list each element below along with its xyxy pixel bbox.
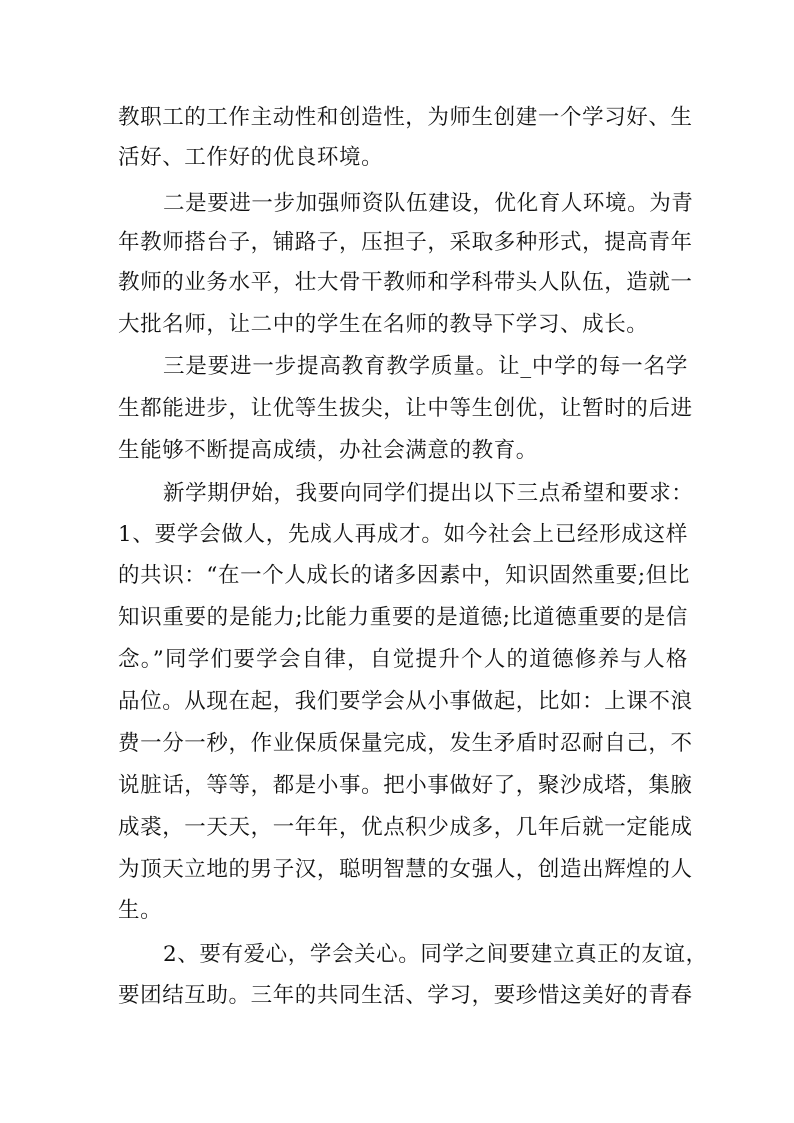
text-line: 知识重要的是能力;比能力重要的是道德;比道德重要的是信 [118, 605, 688, 630]
text-line: 的共识：“在一个人成长的诸多因素中，知识固然重要;但比 [118, 563, 690, 588]
text-line: 要团结互助。三年的共同生活、学习，要珍惜这美好的青春 [118, 983, 693, 1008]
text-line: 成裘，一天天，一年年，优点积少成多，几年后就一定能成 [118, 815, 693, 840]
paragraph-first-line: 二是要进一步加强师资队伍建设，优化育人环境。为青 [163, 191, 694, 216]
text-line: 生。 [118, 898, 163, 923]
text-line: 为顶天立地的男子汉，聪明智慧的女强人，创造出辉煌的人 [118, 857, 693, 882]
text-line: 年教师搭台子，铺路子，压担子，采取多种形式，提高青年 [118, 230, 693, 255]
text-line: 说脏话，等等，都是小事。把小事做好了，聚沙成塔，集腋 [118, 773, 693, 798]
text-line: 费一分一秒，作业保质保量完成，发生矛盾时忍耐自己，不 [118, 731, 693, 756]
text-line: 教师的业务水平，壮大骨干教师和学科带头人队伍，造就一 [118, 270, 693, 295]
paragraph-first-line: 新学期伊始，我要向同学们提出以下三点希望和要求： [163, 481, 694, 506]
text-line: 活好、工作好的优良环境。 [118, 145, 384, 170]
text-line: 生能够不断提高成绩，办社会满意的教育。 [118, 438, 538, 463]
text-line: 教职工的工作主动性和创造性，为师生创建一个学习好、生 [118, 105, 693, 130]
text-line: 大批名师，让二中的学生在名师的教导下学习、成长。 [118, 312, 649, 337]
text-line: 1、要学会做人，先成人再成才。如今社会上已经形成这样 [118, 522, 688, 547]
text-line: 念。”同学们要学会自律，自觉提升个人的道德修养与人格 [118, 647, 688, 672]
paragraph-first-line: 2、要有爱心，学会关心。同学之间要建立真正的友谊， [163, 942, 708, 967]
text-line: 生都能进步，让优等生拔尖，让中等生创优，让暂时的后进 [118, 396, 693, 421]
text-line: 品位。从现在起，我们要学会从小事做起，比如：上课不浪 [118, 689, 693, 714]
paragraph-first-line: 三是要进一步提高教育教学质量。让_中学的每一名学 [163, 354, 688, 379]
